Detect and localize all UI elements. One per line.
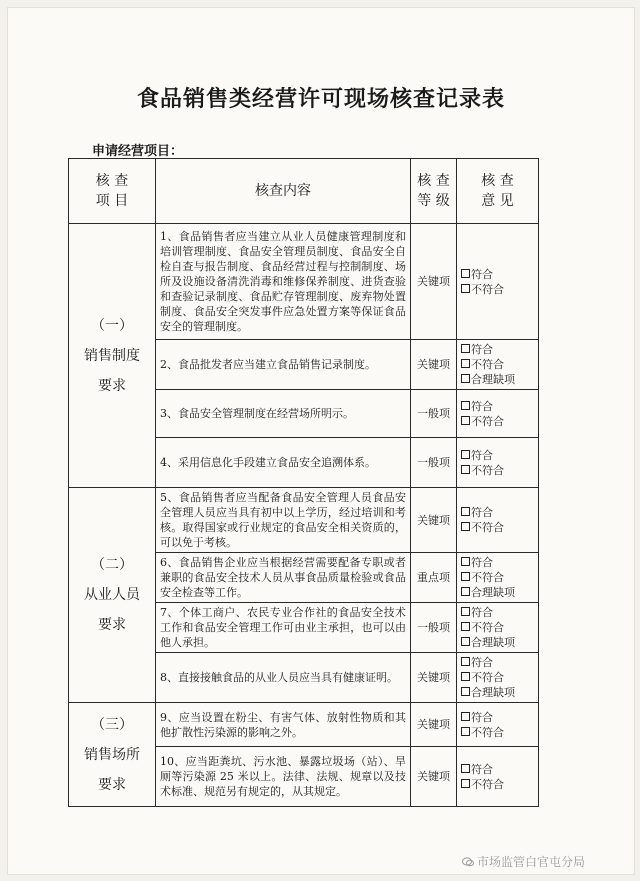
item-3-level: 一般项 bbox=[411, 390, 457, 438]
pass-option[interactable]: 符合 bbox=[461, 605, 534, 620]
item-4-level: 一般项 bbox=[411, 438, 457, 488]
pass-option[interactable]: 符合 bbox=[461, 399, 534, 414]
checkbox-icon bbox=[461, 587, 470, 596]
applicant-project-label: 申请经营项目： bbox=[92, 144, 184, 159]
fail-option[interactable]: 不符合 bbox=[461, 414, 534, 429]
pass-option[interactable]: 符合 bbox=[461, 710, 534, 725]
checkbox-icon bbox=[461, 764, 470, 773]
item-8-content: 8、直接接触食品的从业人员应当具有健康证明。 bbox=[156, 653, 411, 703]
checkbox-icon bbox=[461, 465, 470, 474]
pass-option[interactable]: 符合 bbox=[461, 267, 534, 282]
checkbox-icon bbox=[461, 359, 470, 368]
table-row bbox=[69, 224, 539, 340]
section-2-label: （二） 从业人员 要求 bbox=[69, 488, 156, 703]
pass-option[interactable]: 符合 bbox=[461, 505, 534, 520]
item-4-opinion bbox=[457, 438, 539, 488]
table-row bbox=[69, 703, 539, 747]
item-10-opinion bbox=[457, 747, 539, 807]
pass-option[interactable]: 符合 bbox=[461, 342, 534, 357]
checkbox-icon bbox=[461, 507, 470, 516]
fail-option[interactable]: 不符合 bbox=[461, 357, 534, 372]
pass-option[interactable]: 符合 bbox=[461, 762, 534, 777]
header-item: 核 查 项 目 bbox=[69, 159, 156, 224]
pass-option[interactable]: 符合 bbox=[461, 655, 534, 670]
checkbox-icon bbox=[461, 344, 470, 353]
item-1-content: 1、食品销售者应当建立从业人员健康管理制度和培训管理制度、食品安全管理员制度、食品安全自检自查与报告制度、食品经营过程与控制制度、场所及设施设备清洗消毒和维修保养制度、进货查验和查验记录制度、食品贮存管理制度、废弃物处置制度、食品安全突发事件应急处置方案等保证食品安全的管理制度。 bbox=[156, 224, 411, 340]
item-6-level: 重点项 bbox=[411, 553, 457, 603]
checkbox-icon bbox=[461, 284, 470, 293]
table-row bbox=[69, 488, 539, 553]
checkbox-icon bbox=[461, 572, 470, 581]
fail-option[interactable]: 不符合 bbox=[461, 463, 534, 478]
item-2-content: 2、食品批发者应当建立食品销售记录制度。 bbox=[156, 340, 411, 390]
checkbox-icon bbox=[461, 269, 470, 278]
pass-option[interactable]: 符合 bbox=[461, 555, 534, 570]
checkbox-icon bbox=[461, 416, 470, 425]
reasonable-missing-option[interactable]: 合理缺项 bbox=[461, 685, 534, 700]
checkbox-icon bbox=[461, 712, 470, 721]
item-6-opinion bbox=[457, 553, 539, 603]
header-level: 核 查 等 级 bbox=[411, 159, 457, 224]
checkbox-icon bbox=[461, 672, 470, 681]
document-page bbox=[8, 8, 634, 874]
reasonable-missing-option[interactable]: 合理缺项 bbox=[461, 585, 534, 600]
checkbox-icon bbox=[461, 522, 470, 531]
item-5-content: 5、食品销售者应当配备食品安全管理人员食品安全管理人员应当具有初中以上学历，经过培训和考核。取得国家或行业规定的食品安全相关资质的，可以免于考核。 bbox=[156, 488, 411, 553]
fail-option[interactable]: 不符合 bbox=[461, 670, 534, 685]
item-2-opinion bbox=[457, 340, 539, 390]
item-3-opinion bbox=[457, 390, 539, 438]
checkbox-icon bbox=[461, 687, 470, 696]
checkbox-icon bbox=[461, 450, 470, 459]
item-5-opinion bbox=[457, 488, 539, 553]
checkbox-icon bbox=[461, 374, 470, 383]
fail-option[interactable]: 不符合 bbox=[461, 570, 534, 585]
checkbox-icon bbox=[461, 401, 470, 410]
header-content: 核查内容 bbox=[156, 159, 411, 224]
item-10-content: 10、应当距粪坑、污水池、暴露垃圾场（站）、旱厕等污染源 25 米以上。法律、法规、规章以及技术标准、规范另有规定的，从其规定。 bbox=[156, 747, 411, 807]
checkbox-icon bbox=[461, 607, 470, 616]
reasonable-missing-option[interactable]: 合理缺项 bbox=[461, 372, 534, 387]
chat-bubble-icon bbox=[462, 857, 474, 867]
fail-option[interactable]: 不符合 bbox=[461, 725, 534, 740]
item-2-level: 关键项 bbox=[411, 340, 457, 390]
item-1-level: 关键项 bbox=[411, 224, 457, 340]
item-10-level: 关键项 bbox=[411, 747, 457, 807]
section-3-label: （三） 销售场所 要求 bbox=[69, 703, 156, 807]
section-1-label: （一） 销售制度 要求 bbox=[69, 224, 156, 488]
account-watermark: 市场监管白官屯分局 bbox=[462, 853, 585, 870]
reasonable-missing-option[interactable]: 合理缺项 bbox=[461, 635, 534, 650]
document-title: 食品销售类经营许可现场核查记录表 bbox=[136, 86, 505, 112]
item-7-content: 7、个体工商户、农民专业合作社的食品安全技术工作和食品安全管理工作可由业主承担，也可以由他人承担。 bbox=[156, 603, 411, 653]
item-7-level: 一般项 bbox=[411, 603, 457, 653]
header-opinion: 核 查 意 见 bbox=[457, 159, 539, 224]
checkbox-icon bbox=[461, 557, 470, 566]
item-9-opinion bbox=[457, 703, 539, 747]
checkbox-icon bbox=[461, 657, 470, 666]
item-4-content: 4、采用信息化手段建立食品安全追溯体系。 bbox=[156, 438, 411, 488]
checkbox-icon bbox=[461, 727, 470, 736]
item-5-level: 关键项 bbox=[411, 488, 457, 553]
inspection-table bbox=[68, 158, 539, 807]
item-8-level: 关键项 bbox=[411, 653, 457, 703]
checkbox-icon bbox=[461, 622, 470, 631]
checkbox-icon bbox=[461, 779, 470, 788]
item-9-level: 关键项 bbox=[411, 703, 457, 747]
item-1-opinion bbox=[457, 224, 539, 340]
header-row bbox=[69, 159, 539, 224]
fail-option[interactable]: 不符合 bbox=[461, 777, 534, 792]
fail-option[interactable]: 不符合 bbox=[461, 282, 534, 297]
item-8-opinion bbox=[457, 653, 539, 703]
item-3-content: 3、食品安全管理制度在经营场所明示。 bbox=[156, 390, 411, 438]
fail-option[interactable]: 不符合 bbox=[461, 520, 534, 535]
checkbox-icon bbox=[461, 637, 470, 646]
fail-option[interactable]: 不符合 bbox=[461, 620, 534, 635]
item-6-content: 6、食品销售企业应当根据经营需要配备专职或者兼职的食品安全技术人员从事食品质量检验或食品安全检查等工作。 bbox=[156, 553, 411, 603]
pass-option[interactable]: 符合 bbox=[461, 448, 534, 463]
item-7-opinion bbox=[457, 603, 539, 653]
item-9-content: 9、应当设置在粉尘、有害气体、放射性物质和其他扩散性污染源的影响之外。 bbox=[156, 703, 411, 747]
